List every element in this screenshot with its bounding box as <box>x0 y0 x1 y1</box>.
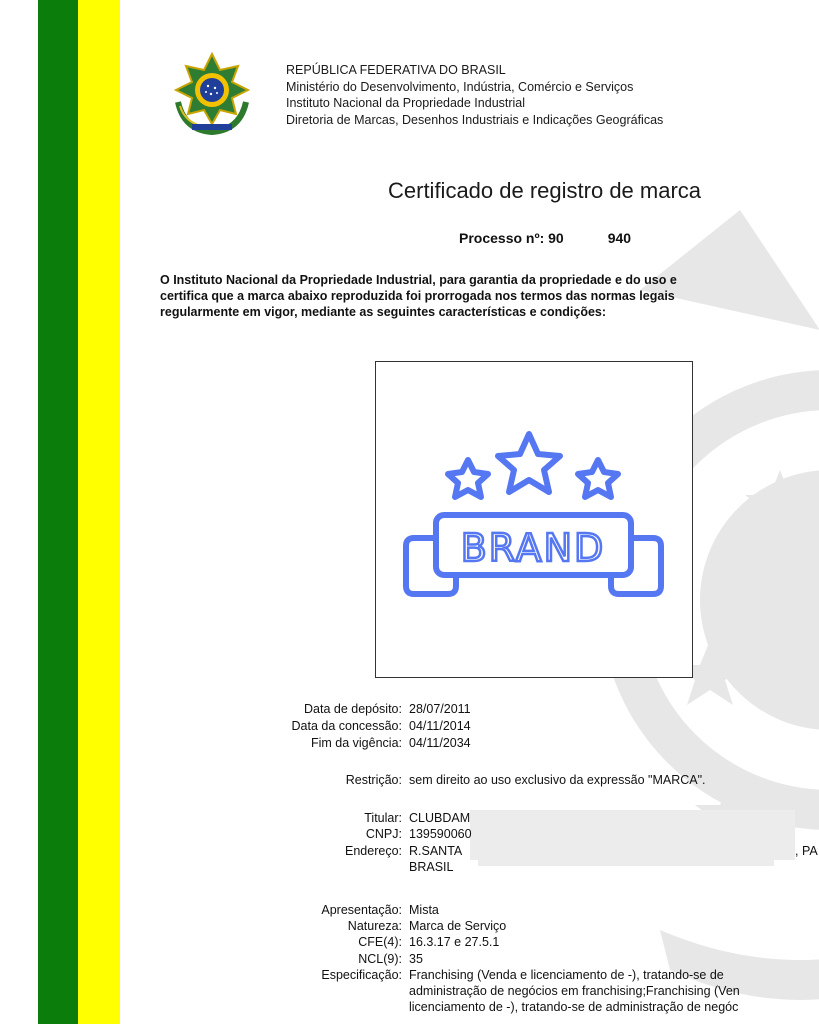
address-label: Endereço: <box>345 844 402 858</box>
deposit-date-value: 28/07/2011 <box>409 702 471 716</box>
address-tail: , PA <box>795 844 818 858</box>
process-number <box>459 230 631 246</box>
process-number-suffix: 940 <box>607 230 632 246</box>
brand-text: BRAND <box>460 526 606 570</box>
cnpj-value: 139590060 <box>409 827 472 841</box>
grant-date-value: 04/11/2014 <box>409 719 471 733</box>
brand-image-frame <box>375 361 693 678</box>
cfe-label: CFE(4): <box>358 935 402 949</box>
deposit-date-label: Data de depósito: <box>304 702 402 716</box>
nature-value: Marca de Serviço <box>409 919 507 933</box>
brand-logo <box>376 362 692 677</box>
header-line-ministry: Ministério do Desenvolvimento, Indústria, Comércio e Serviços <box>286 79 634 94</box>
specification-line-3: licenciamento de -), tratando-se de administração de negóc <box>409 1000 739 1014</box>
banner-right-fold <box>611 538 661 594</box>
process-number-label: Processo nº: 90 <box>459 230 564 246</box>
intro-line-3: regularmente em vigor, mediante as seguintes características e condições: <box>160 305 607 319</box>
intro-line-2: certifica que a marca abaixo reproduzida foi prorrogada nos termos das normas legais <box>160 289 675 303</box>
restriction-label: Restrição: <box>345 773 402 787</box>
country-value: BRASIL <box>409 860 454 874</box>
flag-stripe-yellow <box>78 0 120 1024</box>
header-line-institute: Instituto Nacional da Propriedade Industrial <box>286 96 526 110</box>
cfe-value: 16.3.17 e 27.5.1 <box>409 935 500 949</box>
issuer-header <box>286 62 663 128</box>
holder-label: Titular: <box>364 811 402 825</box>
specification-label: Especificação: <box>321 968 402 982</box>
star-right-icon <box>578 460 618 497</box>
header-line-directorate: Diretoria de Marcas, Desenhos Industriais e Indicações Geográficas <box>286 112 664 127</box>
expiry-date-value: 04/11/2034 <box>409 736 471 750</box>
holder-value: CLUBDAM <box>409 811 471 825</box>
certificate-title: Certificado de registro de marca <box>388 178 702 203</box>
banner-left-fold <box>406 538 456 594</box>
grant-date-label: Data da concessão: <box>291 719 402 733</box>
specification-line-1: Franchising (Venda e licenciamento de -), tratando-se de <box>409 968 724 982</box>
flag-stripe-green <box>38 0 78 1024</box>
cnpj-label: CNPJ: <box>365 827 402 841</box>
presentation-label: Apresentação: <box>321 903 402 917</box>
ncl-label: NCL(9): <box>358 952 402 966</box>
star-center-icon <box>498 434 560 492</box>
header-line-republic: REPÚBLICA FEDERATIVA DO BRASIL <box>286 63 506 77</box>
intro-line-1: O Instituto Nacional da Propriedade Industrial, para garantia da propriedade e do uso e <box>160 273 677 287</box>
star-left-icon <box>448 460 488 497</box>
coat-of-arms-icon <box>172 52 252 136</box>
presentation-value: Mista <box>409 903 439 917</box>
restriction-value: sem direito ao uso exclusivo da expressão "MARCA". <box>409 773 706 787</box>
nature-label: Natureza: <box>347 919 402 933</box>
redaction-block-address <box>478 848 774 866</box>
address-value: R.SANTA <box>409 844 463 858</box>
specification-line-2: administração de negócios em franchising;Franchising (Ven <box>409 984 740 998</box>
intro-paragraph <box>160 272 819 320</box>
expiry-date-label: Fim da vigência: <box>310 736 402 750</box>
ncl-value: 35 <box>409 952 423 966</box>
